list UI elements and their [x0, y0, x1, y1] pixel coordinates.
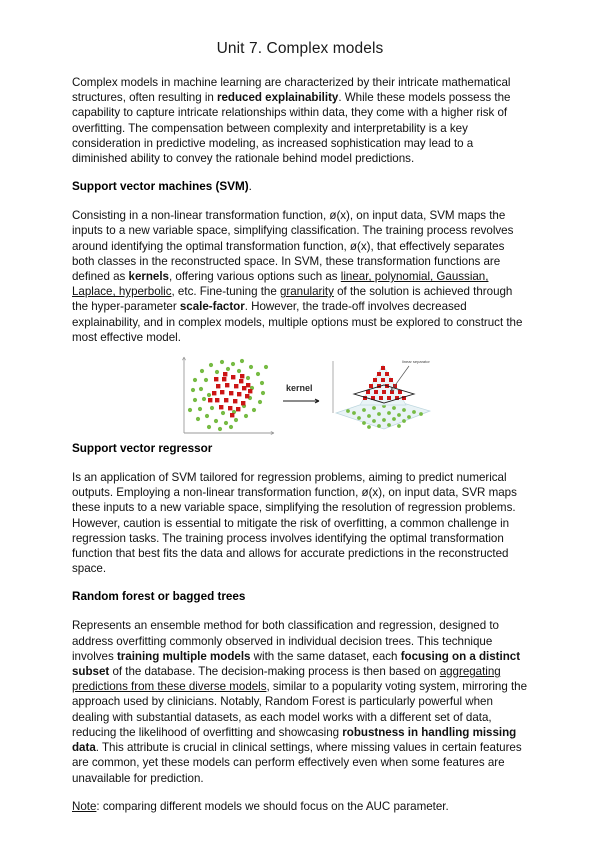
- svm-text-2: , offering various options such as: [168, 270, 341, 284]
- svm-text-4: of the solution is achieved through the hyper-parameter: [72, 285, 513, 314]
- note-paragraph: [72, 799, 528, 814]
- heading-svm: [72, 179, 528, 194]
- svm-bold-2: scale-factor: [179, 300, 245, 314]
- intro-paragraph: [72, 75, 528, 166]
- rf-underline-1: aggregating predictions from these diverse models: [72, 665, 501, 694]
- left-class-a-points: [208, 372, 252, 417]
- svm-paragraph: [72, 208, 528, 345]
- rf-text-2: with the same dataset, each: [250, 649, 401, 663]
- note-label: Note: [72, 799, 97, 813]
- rf-text-3: of the database. The decision-making process is then based on: [109, 665, 440, 679]
- svm-underline-2: granularity: [279, 285, 334, 299]
- svm-text-1: Consisting in a non-linear transformation function, ø(x), on input data, SVM maps the inputs to a new variable space, simplifying classification. The training process revolves around identifying the optimal transformation function, ø(x), that effectively separates both classes in the reconstructed space. In SVM, these transformation functions are defined as: [72, 209, 514, 284]
- linear-separator-label: linear separator: [402, 359, 430, 365]
- heading-svm-trailing: .: [248, 180, 252, 194]
- kernel-arrow-label: kernel: [286, 383, 313, 394]
- intro-text-2: . While these models possess the capability to capture intricate relationships within data, they come with a higher risk of overfitting. The compensation between complexity and interpretability is a key consideration in predictive modeling, as increased sophistication may lead to a diminished ability to convey the rationale behind model predictions.: [72, 91, 511, 166]
- random-forest-paragraph: [72, 618, 528, 785]
- document-content: [72, 0, 528, 814]
- heading-random-forest: Random forest or bagged trees: [72, 590, 246, 604]
- rf-text-1: Represents an ensemble method for both classification and regression, designed to address overfitting commonly observed in individual decision trees. This technique involves: [72, 619, 499, 663]
- svm-text-5: . However, the trade-off involves decreased explainability, and in complex models, multiple options must be explored to construct the most effective model.: [72, 300, 523, 344]
- left-class-b-points: [188, 359, 268, 431]
- kernel-arrow-group: [283, 383, 319, 403]
- svm-bold-1: kernels: [128, 270, 169, 284]
- rf-text-5: . This attribute is crucial in clinical settings, where missing values in certain features are common, yet these models can perform effectively even when some features are unavailable for prediction.: [72, 741, 522, 785]
- page-title: Unit 7. Complex models: [216, 40, 384, 57]
- heading-svm-label: Support vector machines (SVM): [72, 180, 249, 194]
- rf-text-4: , similar to a popularity voting system, mirroring the approach used by clinicians. Notably, Random Forest is particularly powerful when dealing with substantial datasets, as each model works with a different set of data, reducing the likelihood of overfitting and showcasing: [72, 680, 528, 739]
- svm-underline-1: linear, polynomial, Gaussian, Laplace, hyperbolic: [72, 270, 489, 299]
- note-text: : comparing different models we should focus on the AUC parameter.: [96, 799, 449, 813]
- intro-bold-1: reduced explainability: [217, 91, 339, 105]
- rf-bold-2: focusing on a distinct subset: [72, 649, 521, 679]
- svr-paragraph: Is an application of SVM tailored for regression problems, aiming to predict numerical outputs. Employing a non-linear transformation function, ø(x), on input data, SVR maps these inputs to a new variable space, simplifying the resolution of regression problems. However, caution is essential to mitigate the risk of overfitting, a common challenge in regression tasks. The training process involves identifying the optimal transformation function that best fits the data and allows for accurate predictions in the reconstructed space.: [72, 471, 517, 576]
- rf-bold-3: robustness in handling missing data: [72, 725, 517, 755]
- svm-text-3: , etc. Fine-tuning the: [171, 285, 280, 299]
- kernel-trick-diagram: [178, 353, 436, 439]
- heading-svr: Support vector regressor: [72, 442, 213, 456]
- kernel-figure-container: [72, 345, 528, 441]
- intro-text-1: Complex models in machine learning are characterized by their intricate mathematical structures, often resulting in: [72, 76, 511, 105]
- rf-bold-1: training multiple models: [116, 649, 251, 663]
